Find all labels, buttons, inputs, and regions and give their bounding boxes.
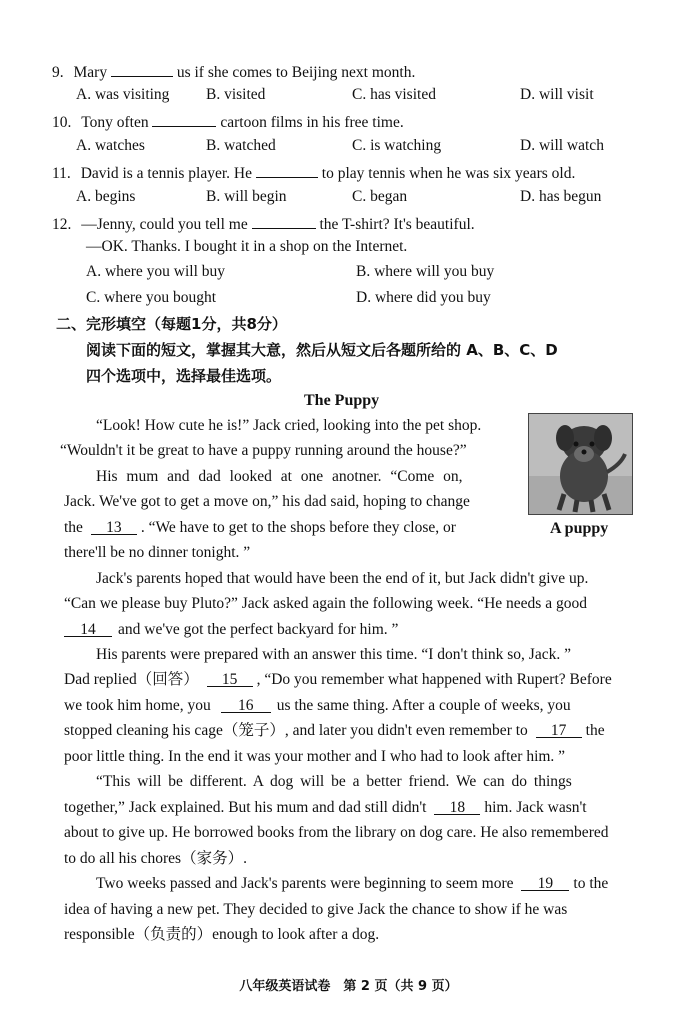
passage-text: , “Do you remember what happened with Rupert? Before bbox=[256, 671, 612, 688]
passage-text: us the same thing. After a couple of weeks, you bbox=[276, 697, 571, 714]
blank-18[interactable]: 18 bbox=[434, 798, 480, 815]
question-12 bbox=[52, 212, 475, 235]
passage-line bbox=[64, 620, 398, 640]
section-instruction: 阅读下面的短文，掌握其大意，然后从短文后各题所给的 A、B、C、D bbox=[86, 341, 558, 359]
blank-14[interactable]: 14 bbox=[64, 620, 112, 637]
passage-title: The Puppy bbox=[304, 392, 380, 409]
passage-line: idea of having a new pet. They decided to give Jack the chance to show if he was bbox=[64, 901, 568, 918]
question-stem-end: the T-shirt? It's beautiful. bbox=[319, 216, 475, 233]
question-10 bbox=[52, 110, 404, 133]
blank-17[interactable]: 17 bbox=[536, 721, 582, 738]
passage-line: poor little thing. In the end it was your mother and I who had to look after him. ” bbox=[64, 748, 566, 765]
blank-15[interactable]: 15 bbox=[207, 670, 253, 687]
option-c: C. where you bought bbox=[86, 289, 217, 306]
question-stem-end: cartoon films in his free time. bbox=[220, 114, 404, 131]
passage-line: “Can we please buy Pluto?” Jack asked again the following week. “He needs a good bbox=[64, 595, 587, 612]
passage-text: we took him home, you bbox=[64, 697, 211, 714]
passage-line: responsible（负责的）enough to look after a dog. bbox=[64, 926, 380, 943]
passage-line bbox=[64, 721, 605, 741]
puppy-photo bbox=[528, 413, 633, 515]
blank-16[interactable]: 16 bbox=[221, 696, 271, 713]
option-d: D. will watch bbox=[520, 137, 604, 154]
passage-text: Dad replied（回答） bbox=[64, 671, 199, 688]
passage-text: the bbox=[64, 519, 83, 536]
passage-line: to do all his chores（家务）. bbox=[64, 850, 247, 867]
question-number: 10. bbox=[52, 114, 72, 131]
passage-line: His mum and dad looked at one anotner. “Come on, bbox=[96, 468, 463, 485]
passage-text: stopped cleaning his cage（笼子）, and later you didn't even remember to bbox=[64, 722, 528, 739]
option-b: B. watched bbox=[206, 137, 276, 154]
question-stem-start: Mary bbox=[73, 64, 108, 81]
option-d: D. will visit bbox=[520, 86, 594, 103]
answer-blank[interactable] bbox=[252, 212, 316, 229]
passage-line: about to give up. He borrowed books from the library on dog care. He also remembered bbox=[64, 824, 609, 841]
passage-line: Jack's parents hoped that would have been the end of it, but Jack didn't give up. bbox=[96, 570, 589, 587]
blank-19[interactable]: 19 bbox=[521, 874, 569, 891]
option-b: B. where will you buy bbox=[356, 263, 495, 280]
question-stem-start: Tony often bbox=[81, 114, 149, 131]
blank-13[interactable]: 13 bbox=[91, 518, 137, 535]
passage-line: there'll be no dinner tonight. ” bbox=[64, 544, 251, 561]
passage-text: together,” Jack explained. But his mum and dad still didn't bbox=[64, 799, 427, 816]
passage-text: and we've got the perfect backyard for him. ” bbox=[118, 621, 399, 638]
passage-line bbox=[64, 670, 612, 690]
answer-blank[interactable] bbox=[152, 110, 216, 127]
answer-blank[interactable] bbox=[256, 161, 318, 178]
question-stem-end: to play tennis when he was six years old. bbox=[321, 165, 576, 182]
option-b: B. visited bbox=[206, 86, 266, 103]
page-footer: 八年级英语试卷 第 2 页（共 9 页） bbox=[239, 979, 458, 994]
question-number: 12. bbox=[52, 216, 72, 233]
question-number: 11. bbox=[52, 165, 71, 182]
question-11 bbox=[52, 161, 575, 184]
question-stem-start: David is a tennis player. He bbox=[80, 165, 253, 182]
question-number: 9. bbox=[52, 64, 64, 81]
passage-text: . “We have to get to the shops before they close, or bbox=[140, 519, 456, 536]
puppy-image bbox=[529, 414, 632, 514]
question-stem-start: —Jenny, could you tell me bbox=[81, 216, 248, 233]
option-b: B. will begin bbox=[206, 188, 287, 205]
section-heading: 二、完形填空（每题1分，共8分） bbox=[56, 315, 287, 333]
passage-line: “Look! How cute he is!” Jack cried, looking into the pet shop. bbox=[96, 417, 482, 434]
passage-line bbox=[64, 518, 456, 538]
passage-line bbox=[96, 874, 608, 894]
option-c: C. has visited bbox=[352, 86, 436, 103]
passage-line: Jack. We've got to get a move on,” his dad said, hoping to change bbox=[64, 493, 470, 510]
photo-caption: A puppy bbox=[550, 520, 609, 537]
passage-text: him. Jack wasn't bbox=[484, 799, 587, 816]
passage-text: to the bbox=[573, 875, 609, 892]
option-c: C. is watching bbox=[352, 137, 442, 154]
dialogue-reply: —OK. Thanks. I bought it in a shop on the Internet. bbox=[86, 238, 408, 255]
answer-blank[interactable] bbox=[111, 60, 173, 77]
option-a: A. where you will buy bbox=[86, 263, 226, 280]
passage-text: the bbox=[585, 722, 605, 739]
question-stem-end: us if she comes to Beijing next month. bbox=[176, 64, 416, 81]
passage-line bbox=[64, 696, 571, 716]
passage-text: Two weeks passed and Jack's parents were beginning to seem more bbox=[96, 875, 514, 892]
option-a: A. begins bbox=[76, 188, 136, 205]
passage-line: “This will be different. A dog will be a better friend. We can do things bbox=[96, 773, 572, 790]
section-instruction: 四个选项中，选择最佳选项。 bbox=[86, 367, 282, 385]
option-a: A. was visiting bbox=[76, 86, 170, 103]
option-d: D. where did you buy bbox=[356, 289, 491, 306]
option-c: C. began bbox=[352, 188, 408, 205]
option-d: D. has begun bbox=[520, 188, 602, 205]
option-a: A. watches bbox=[76, 137, 145, 154]
passage-line: “Wouldn't it be great to have a puppy running around the house?” bbox=[60, 442, 467, 459]
passage-line: His parents were prepared with an answer this time. “I don't think so, Jack. ” bbox=[96, 646, 571, 663]
passage-line bbox=[64, 798, 587, 818]
question-9 bbox=[52, 60, 415, 83]
